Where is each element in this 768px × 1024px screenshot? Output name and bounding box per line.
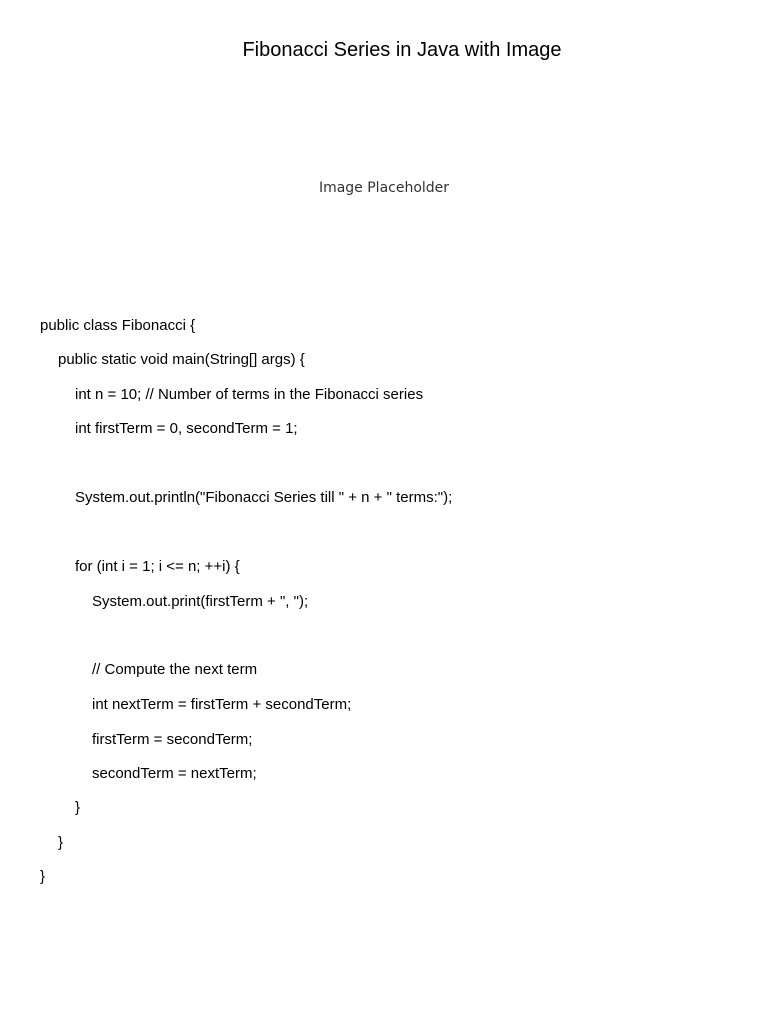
code-line: }	[75, 799, 81, 816]
code-line: // Compute the next term	[92, 661, 258, 678]
code-line: System.out.println("Fibonacci Series till " + n + " terms:");	[75, 489, 453, 506]
code-line: public static void main(String[] args) {	[58, 351, 305, 368]
code-line: int n = 10; // Number of terms in the Fibonacci series	[75, 386, 424, 403]
code-line: int firstTerm = 0, secondTerm = 1;	[75, 420, 298, 437]
page-title: Fibonacci Series in Java with Image	[242, 39, 562, 61]
code-line: for (int i = 1; i <= n; ++i) {	[75, 558, 240, 575]
image-placeholder: Image Placeholder	[318, 180, 450, 196]
code-line: }	[40, 868, 46, 885]
code-line: public class Fibonacci {	[40, 317, 196, 334]
code-line: secondTerm = nextTerm;	[92, 765, 257, 782]
code-line: System.out.print(firstTerm + ", ");	[92, 593, 309, 610]
code-line: int nextTerm = firstTerm + secondTerm;	[92, 696, 352, 713]
code-line: }	[58, 834, 64, 851]
code-line: firstTerm = secondTerm;	[92, 731, 253, 748]
